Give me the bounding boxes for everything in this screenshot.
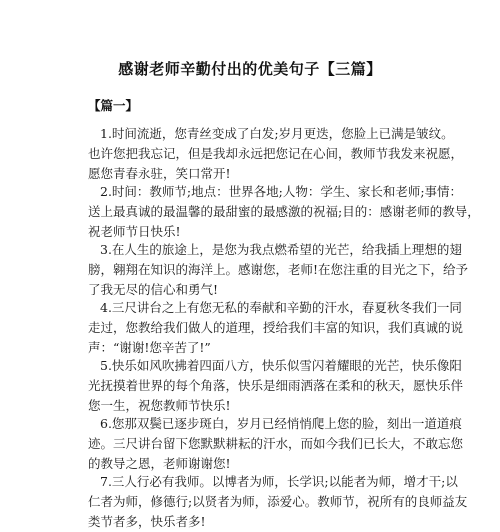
- section-label: 【篇一】: [88, 98, 139, 113]
- paragraph-line: 7.三人行必有我师。以博者为师，长学识;以能者为师，增才干;以: [100, 474, 458, 489]
- paragraph-line: 走过，您教给我们做人的道理，授给我们丰富的知识，我们真诚的说: [88, 320, 464, 335]
- paragraph-line: 光抚摸着世界的每个角落，快乐是细雨洒落在柔和的秋天，愿快乐伴: [88, 378, 464, 393]
- paragraph-line: 类节者多，快乐者多!: [88, 514, 206, 529]
- paragraph-line: 6.您那双鬓已逐步斑白，岁月已经悄悄爬上您的脸，刻出一道道痕: [100, 416, 462, 431]
- paragraph-line: 1.时间流逝，您青丝变成了白发;岁月更迭，您脸上已满是皱纹。: [100, 126, 454, 141]
- paragraph-line: 2.时间：教师节;地点：世界各地;人物：学生、家长和老师;事情：: [100, 184, 463, 199]
- paragraph-6: [88, 414, 464, 474]
- paragraph-line: 3.在人生的旅途上，是您为我点燃希望的光芒，给我插上理想的翅: [100, 242, 462, 257]
- paragraph-line: 声：“谢谢!您辛苦了!”: [88, 340, 211, 355]
- paragraph-line: 也许您把我忘记，但是我却永远把您记在心间，教师节我发来祝愿，: [88, 146, 464, 161]
- paragraph-2: [88, 182, 480, 242]
- paragraph-line: 迹。三尺讲台留下您默默耕耘的汗水，而如今我们已长大，不敢忘您: [88, 436, 464, 451]
- paragraph-line: 您一生，祝您教师节快乐!: [88, 398, 231, 413]
- paragraph-line: 了我无尽的信心和勇气!: [88, 282, 219, 297]
- document-title: 感谢老师辛勤付出的优美句子【三篇】: [118, 60, 382, 78]
- paragraph-5: [88, 356, 464, 416]
- paragraph-line: 的教导之恩，老师谢谢您!: [88, 456, 231, 471]
- paragraph-line: 祝老师节日快乐!: [88, 224, 181, 239]
- paragraph-line: 膀，翱翔在知识的海洋上。感谢您，老师!在您注重的目光之下，给予: [88, 262, 469, 277]
- paragraph-line: 送上最真诚的最温馨的最甜蜜的最感激的祝福;目的：感谢老师的教导，: [88, 204, 480, 219]
- paragraph-3: [88, 240, 469, 300]
- paragraph-line: 4.三尺讲台之上有您无私的奉献和辛勤的汗水，春夏秋冬我们一同: [100, 300, 462, 315]
- paragraph-1: [88, 124, 464, 184]
- paragraph-4: [88, 298, 464, 358]
- paragraph-line: 愿您青春永驻，笑口常开!: [88, 166, 231, 181]
- paragraph-7: [88, 472, 468, 532]
- paragraph-line: 仁者为师，修德行;以贤者为师，添爱心。教师节，祝所有的良师益友: [88, 494, 468, 509]
- paragraph-line: 5.快乐如风吹拂着四面八方，快乐似雪闪着耀眼的光芒，快乐像阳: [100, 358, 462, 373]
